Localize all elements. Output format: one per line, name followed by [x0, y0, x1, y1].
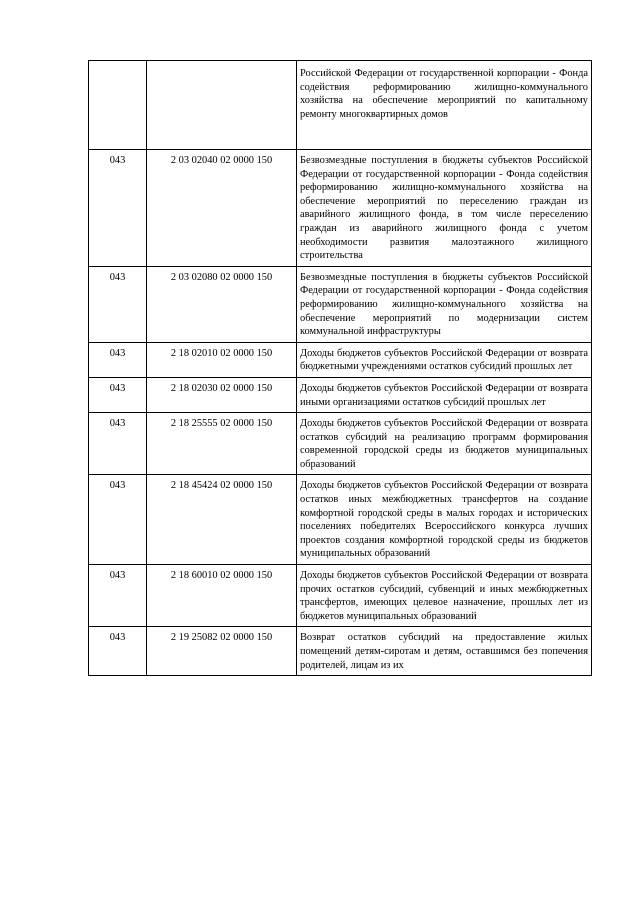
- admin-code-cell: 043: [89, 413, 147, 475]
- budget-code-cell: 2 03 02040 02 0000 150: [147, 150, 297, 267]
- revenue-name-cell: Безвозмездные поступления в бюджеты субъектов Российской Федерации от государственной корпорации - Фонда содействия реформированию жилищно-коммунального хозяйства на обеспечение мероприятий по модернизации систем коммунальной инфраструктуры: [297, 266, 592, 342]
- revenue-name-cell: Доходы бюджетов субъектов Российской Федерации от возврата остатков субсидий на реализацию программ формирования современной городской среды из бюджетов муниципальных образований: [297, 413, 592, 475]
- revenue-name-cell: Доходы бюджетов субъектов Российской Федерации от возврата иными организациями остатков субсидий прошлых лет: [297, 377, 592, 412]
- admin-code-cell: 043: [89, 342, 147, 377]
- budget-code-cell: 2 18 02030 02 0000 150: [147, 377, 297, 412]
- table-row: [89, 377, 592, 412]
- budget-code-cell: 2 18 25555 02 0000 150: [147, 413, 297, 475]
- revenue-codes-table: [88, 60, 592, 676]
- admin-code-cell: [89, 61, 147, 150]
- budget-code-cell: 2 03 02080 02 0000 150: [147, 266, 297, 342]
- admin-code-cell: 043: [89, 627, 147, 676]
- budget-code-cell: 2 18 45424 02 0000 150: [147, 475, 297, 565]
- revenue-name-cell: Безвозмездные поступления в бюджеты субъектов Российской Федерации от государственной корпорации - Фонда содействия реформированию жилищно-коммунального хозяйства на обеспечение мероприятий по переселению граждан из аварийного жилищного фонда, в том числе переселению граждан из аварийного жилищного фонда с учетом необходимости развития малоэтажного жилищного строительства: [297, 150, 592, 267]
- revenue-name-cell: Доходы бюджетов субъектов Российской Федерации от возврата прочих остатков субсидий, субвенций и иных межбюджетных трансфертов, имеющих целевое назначение, прошлых лет из бюджетов муниципальных образований: [297, 565, 592, 627]
- revenue-name-cell: Доходы бюджетов субъектов Российской Федерации от возврата бюджетными учреждениями остатков субсидий прошлых лет: [297, 342, 592, 377]
- table-row: [89, 342, 592, 377]
- table-row: [89, 475, 592, 565]
- admin-code-cell: 043: [89, 565, 147, 627]
- revenue-name-cell: Доходы бюджетов субъектов Российской Федерации от возврата остатков иных межбюджетных трансфертов на создание комфортной городской среды в малых городах и исторических поселениях победителях Всероссийского конкурса лучших проектов создания комфортной городской среды из бюджетов муниципальных образований: [297, 475, 592, 565]
- table-row: [89, 150, 592, 267]
- table-row: [89, 413, 592, 475]
- revenue-name-cell: Возврат остатков субсидий на предоставление жилых помещений детям-сиротам и детям, оставшимся без попечения родителей, лицам из их: [297, 627, 592, 676]
- table-row: [89, 61, 592, 150]
- budget-code-cell: [147, 61, 297, 150]
- revenue-name-cell: Российской Федерации от государственной корпорации - Фонда содействия реформированию жилищно-коммунального хозяйства на обеспечение мероприятий по капитальному ремонту многоквартирных домов: [297, 61, 592, 150]
- admin-code-cell: 043: [89, 150, 147, 267]
- table-row: [89, 565, 592, 627]
- admin-code-cell: 043: [89, 266, 147, 342]
- budget-code-cell: 2 18 60010 02 0000 150: [147, 565, 297, 627]
- admin-code-cell: 043: [89, 377, 147, 412]
- table-row: [89, 266, 592, 342]
- budget-code-cell: 2 18 02010 02 0000 150: [147, 342, 297, 377]
- table-row: [89, 627, 592, 676]
- admin-code-cell: 043: [89, 475, 147, 565]
- budget-code-cell: 2 19 25082 02 0000 150: [147, 627, 297, 676]
